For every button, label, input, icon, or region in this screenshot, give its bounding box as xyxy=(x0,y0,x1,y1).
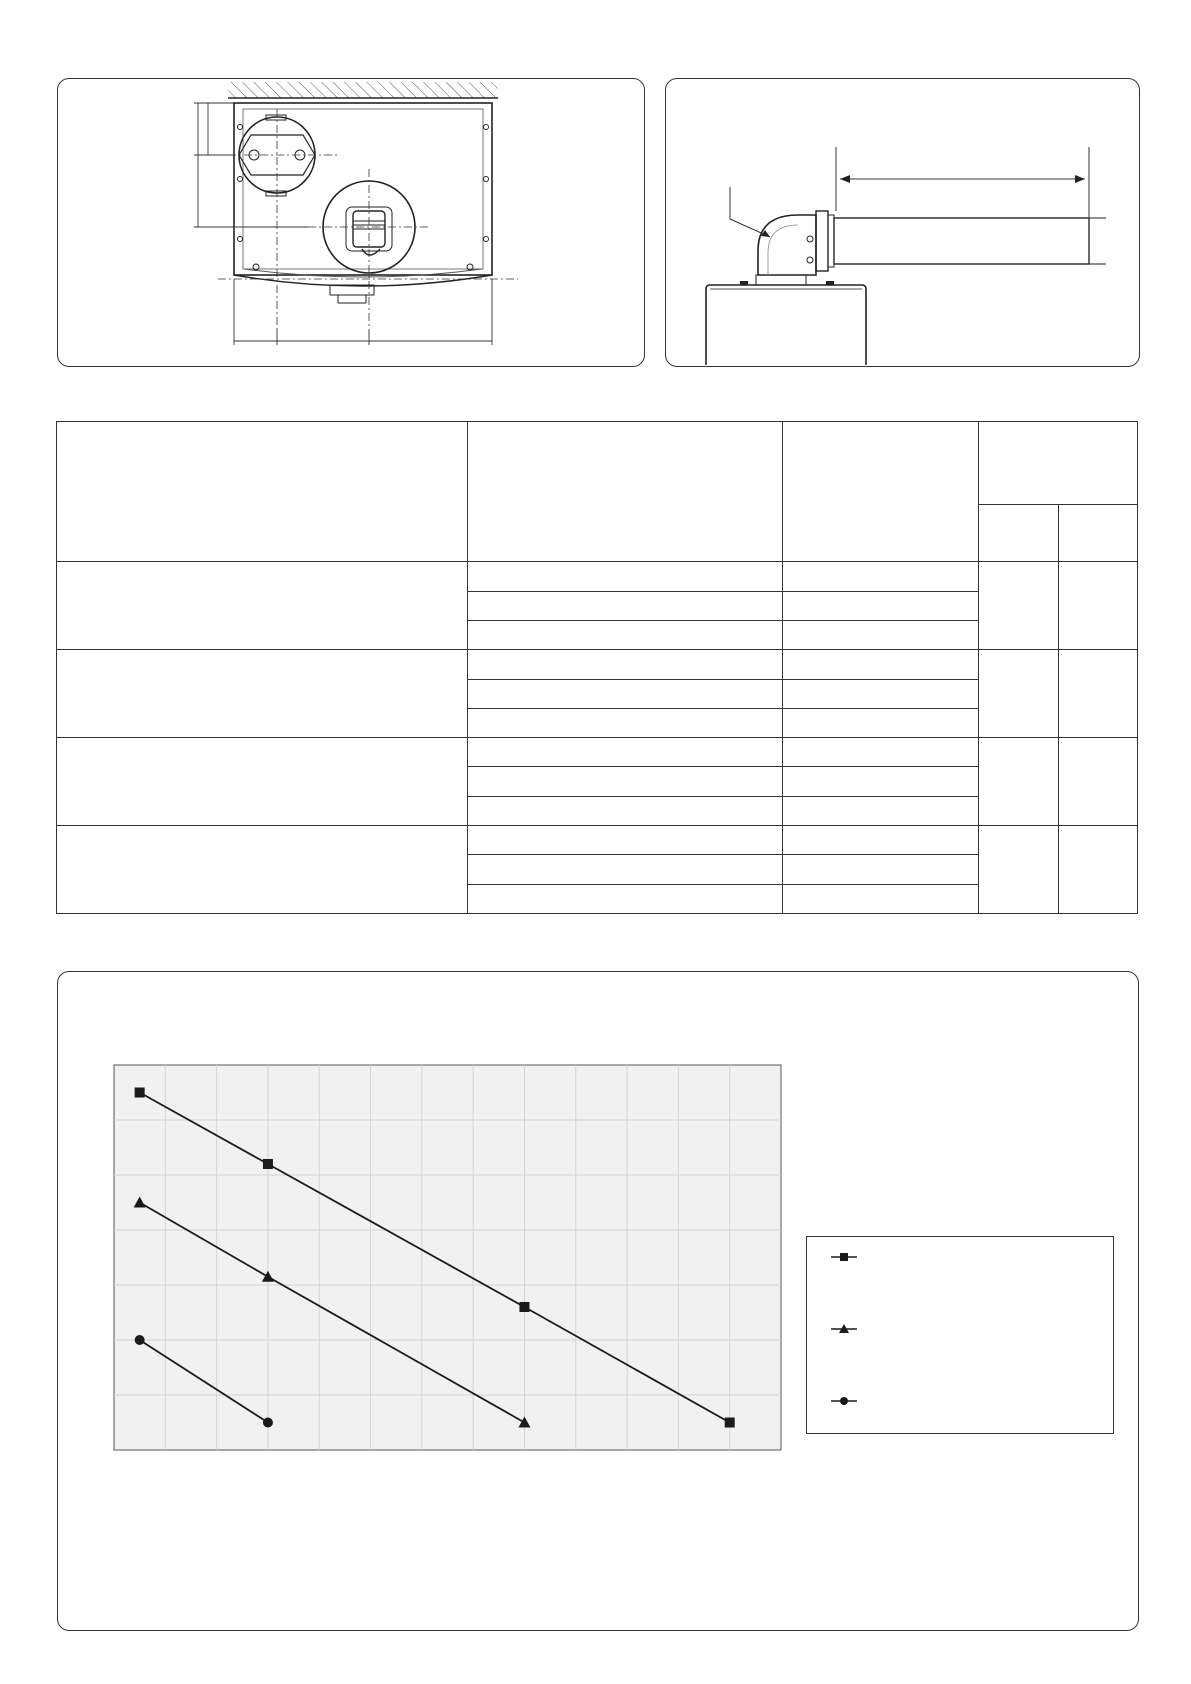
header-cell-4 xyxy=(979,422,1138,505)
data-point-square xyxy=(263,1159,273,1169)
group-label xyxy=(57,650,468,738)
group-label xyxy=(57,826,468,914)
table-cell xyxy=(783,855,979,884)
table-cell xyxy=(979,562,1059,650)
table-cell xyxy=(783,591,979,620)
legend-square-marker xyxy=(840,1253,848,1261)
header-cell-4b xyxy=(1059,504,1138,562)
header-cell-2 xyxy=(468,422,783,562)
table-cell xyxy=(468,621,783,650)
table-cell xyxy=(783,708,979,737)
table-cell xyxy=(783,562,979,591)
table-cell xyxy=(783,796,979,825)
table-cell xyxy=(468,884,783,913)
boiler-outline xyxy=(234,103,492,275)
table-cell xyxy=(468,767,783,796)
legend-circle-marker xyxy=(840,1397,848,1405)
table-cell xyxy=(1059,826,1138,914)
chart-legend xyxy=(806,1236,1114,1434)
data-point-square xyxy=(135,1088,145,1098)
header-cell-4a xyxy=(979,504,1059,562)
header-cell-1 xyxy=(57,422,468,562)
table-cell xyxy=(979,650,1059,738)
data-point-circle xyxy=(135,1335,145,1345)
table-cell xyxy=(468,796,783,825)
spec-table xyxy=(56,421,1138,914)
group-label xyxy=(57,738,468,826)
table-cell xyxy=(783,884,979,913)
table-cell xyxy=(1059,738,1138,826)
table-cell xyxy=(783,621,979,650)
table-cell xyxy=(979,826,1059,914)
chart-panel xyxy=(57,971,1139,1631)
plot-area xyxy=(114,1065,781,1450)
legend-item-triangle xyxy=(829,1317,1089,1341)
table-cell xyxy=(468,826,783,855)
table-cell xyxy=(468,650,783,679)
table-cell xyxy=(783,650,979,679)
flue-pipe xyxy=(834,218,1089,264)
table-cell xyxy=(468,679,783,708)
table-cell xyxy=(1059,562,1138,650)
header-cell-3 xyxy=(783,422,979,562)
legend-item-square xyxy=(829,1245,1089,1269)
data-point-square xyxy=(725,1418,735,1428)
table-cell xyxy=(468,738,783,767)
table-cell xyxy=(468,562,783,591)
table-cell xyxy=(468,591,783,620)
chart-grid xyxy=(114,1065,781,1450)
boiler-top-view-drawing xyxy=(58,79,644,366)
diagram-panel-side-view xyxy=(665,78,1140,367)
data-point-circle xyxy=(263,1418,273,1428)
table-cell xyxy=(468,708,783,737)
data-point-square xyxy=(519,1302,529,1312)
wall-hatch xyxy=(228,82,498,98)
table-cell xyxy=(1059,650,1138,738)
table-cell xyxy=(783,738,979,767)
flue-elbow-drawing xyxy=(666,79,1139,366)
diagram-panel-top-view xyxy=(57,78,645,367)
elbow xyxy=(758,215,816,275)
table-cell xyxy=(783,767,979,796)
table-cell xyxy=(468,855,783,884)
table-cell xyxy=(783,826,979,855)
legend-item-circle xyxy=(829,1389,1089,1413)
group-label xyxy=(57,562,468,650)
table-cell xyxy=(783,679,979,708)
table-cell xyxy=(979,738,1059,826)
